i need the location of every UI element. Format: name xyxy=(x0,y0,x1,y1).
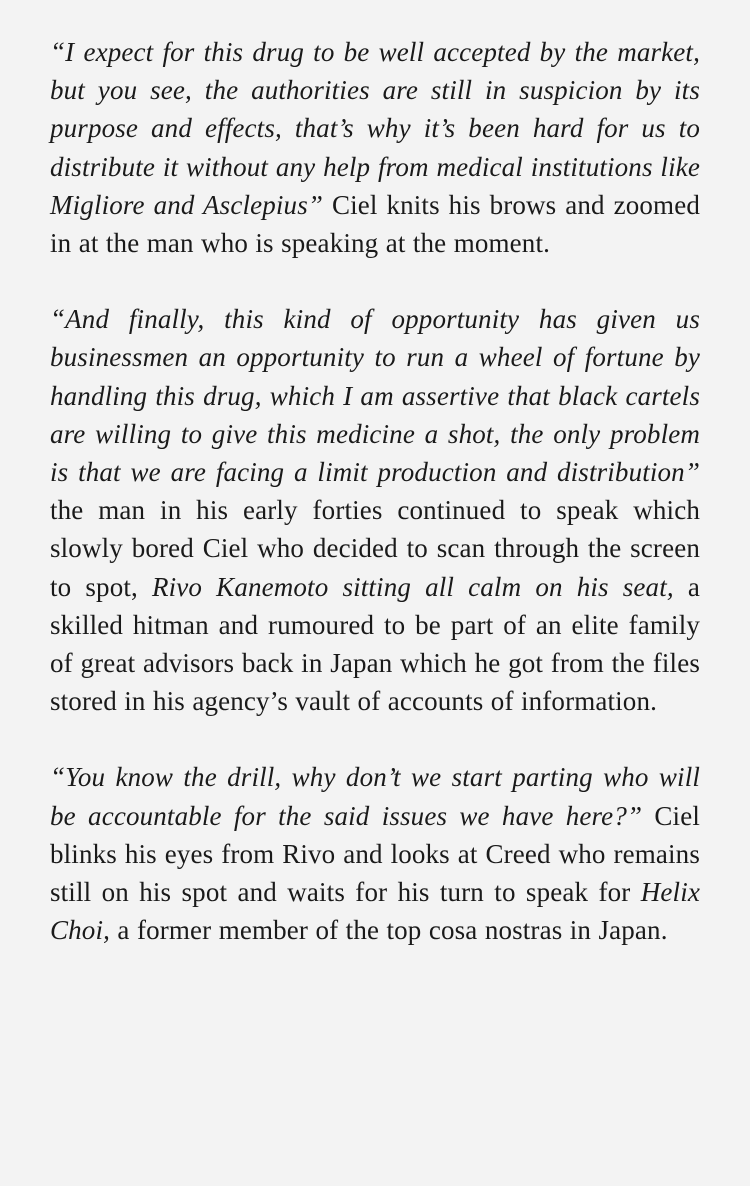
emphasized-text: Helix Choi, xyxy=(50,877,700,946)
dialogue-quote: “You know the drill, why don’t we start parting who will be accountable for the said issues we have here?” xyxy=(50,762,700,831)
narration-text: the man in his early forties continued to speak which slowly bored Ciel who decided to scan through the screen to spot, xyxy=(50,495,700,602)
narration-text: Ciel knits his brows and zoomed in at the man who is speaking at the moment. xyxy=(50,189,700,259)
dialogue-quote: “I expect for this drug to be well accepted by the market, but you see, the authorities are still in suspicion by its purpose and effects, that’s why it’s been hard for us to distribute it without any help from medical institutions like Migliore and Asclepius” xyxy=(50,37,700,220)
dialogue-quote: “And finally, this kind of opportunity has given us businessmen an opportunity to run a wheel of fortune by handling this drug, which I am assertive that black cartels are willing to give this medicine a shot, the only problem is that we are facing a limit production and distribution” xyxy=(50,304,700,488)
paragraph-1 xyxy=(50,33,700,262)
narration-text: Ciel blinks his eyes from Rivo and looks at Creed who remains still on his spot and waits for his turn to speak for xyxy=(50,800,700,908)
emphasized-text: Rivo Kanemoto sitting all calm on his seat, xyxy=(152,571,674,602)
paragraph-2 xyxy=(50,300,700,720)
paragraph-3 xyxy=(50,758,700,949)
narration-text: a former member of the top cosa nostras in Japan. xyxy=(110,915,668,946)
narration-text: a skilled hitman and rumoured to be part of an elite family of great advisors back in Japan which he got from the files stored in his agency’s vault of accounts of information. xyxy=(50,571,700,717)
